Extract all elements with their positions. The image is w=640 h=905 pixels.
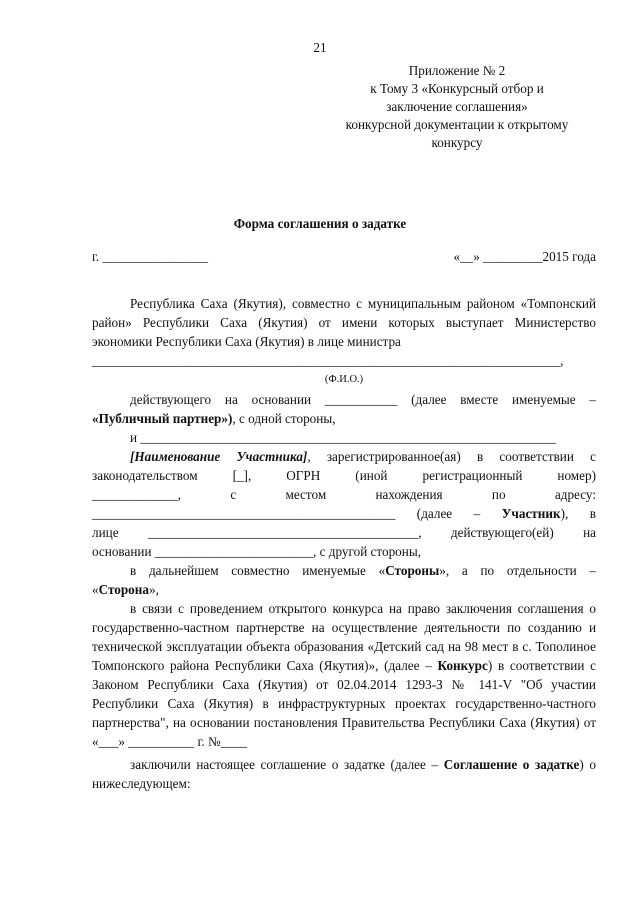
basis-text-end: , с одной стороны, bbox=[232, 411, 336, 426]
paragraph-basis-line2 bbox=[92, 409, 596, 428]
parties-line1 bbox=[92, 561, 596, 580]
participant-line5: лице _________________________________________, действующего(ей) на bbox=[92, 525, 596, 540]
parties-term: Стороны bbox=[385, 563, 440, 578]
parties-text-mid: », а по отдельности – bbox=[439, 563, 596, 578]
parties-text: в дальнейшем совместно именуемые « bbox=[130, 563, 386, 578]
appendix-block bbox=[318, 62, 596, 152]
participant-address: ______________________________________________ (далее – bbox=[92, 506, 481, 521]
participant-text: , зарегистрированное(ая) в соответствии с bbox=[307, 449, 596, 464]
participant-text-end: ), в bbox=[560, 506, 597, 521]
participant-term: Участник bbox=[501, 506, 561, 521]
date-field: «__» _________2015 года bbox=[453, 249, 596, 264]
parties-line2 bbox=[92, 580, 596, 599]
appendix-line: к Тому 3 «Конкурсный отбор и bbox=[370, 81, 544, 96]
participant-line4 bbox=[92, 504, 596, 523]
document-body bbox=[92, 294, 596, 793]
basis-text: действующего на основании ___________ (далее вместе именуемые – bbox=[130, 392, 596, 407]
paragraph-parties: Республика Саха (Якутия), совместно с муниципальным районом «Томпонский район» Республики Саха (Якутия) от имени которых выступает Министерство экономики Республики Саха (Якутия) в лице министра bbox=[92, 296, 596, 349]
competition-term: Конкурс bbox=[437, 658, 488, 673]
participant-line6: основании ________________________, с другой стороны, bbox=[92, 544, 421, 559]
appendix-line: конкурсной документации к открытому bbox=[345, 117, 569, 132]
competition-text-end: ) в соответствии с Законом Республики Саха (Якутия) от 02.04.2014 1293-З № 141-V "Об участии Республики Саха (Якутия) в инфраструктурных проектах государственно-частного партнерства", на основании постановления Правительства Республики Саха (Якутия) от «___» __________ г. №____ bbox=[92, 658, 596, 749]
agreement-term: Соглашение о задатке bbox=[443, 757, 580, 772]
paragraph-basis-line1 bbox=[92, 390, 596, 409]
appendix-line: конкурсу bbox=[431, 135, 483, 150]
agreement-text-end: ) о нижеследующем: bbox=[92, 757, 596, 791]
city-field: г. ________________ bbox=[92, 249, 209, 264]
appendix-line: заключение соглашения» bbox=[386, 99, 528, 114]
appendix-line: Приложение № 2 bbox=[408, 63, 506, 78]
party-term: Сторона bbox=[98, 582, 149, 597]
quote-open: « bbox=[92, 582, 99, 597]
paragraph-agreement bbox=[92, 755, 596, 793]
competition-text: в связи с проведением открытого конкурса на право заключения соглашения о государственно-частном партнерстве на осуществление деятельности по созданию и технической эксплуатации объекта образования «Детский сад на 98 мест в с. Тополиное Томпонского района Республики Саха (Якутия)», (далее – bbox=[92, 601, 596, 673]
participant-line3: _____________, с местом нахождения по адресу: bbox=[92, 487, 596, 502]
participant-line1 bbox=[92, 447, 596, 466]
agreement-text: заключили настоящее соглашение о задатке (далее – bbox=[130, 757, 439, 772]
participant-name-placeholder: [Наименование Участника] bbox=[130, 449, 308, 464]
page-number: 21 bbox=[313, 40, 327, 55]
public-partner-term: «Публичный партнер») bbox=[92, 411, 233, 426]
quote-close: », bbox=[148, 582, 159, 597]
fio-label: (Ф.И.О.) bbox=[324, 374, 364, 385]
paragraph-competition bbox=[92, 599, 596, 751]
participant-line2: законодательством [_], ОГРН (иной регистрационный номер) bbox=[92, 468, 596, 483]
and-line: и _______________________________________________________________ bbox=[130, 430, 556, 445]
form-title: Форма соглашения о задатке bbox=[233, 216, 407, 231]
date-line bbox=[92, 247, 596, 266]
minister-name-line: _______________________________________________________________________, bbox=[92, 353, 564, 368]
